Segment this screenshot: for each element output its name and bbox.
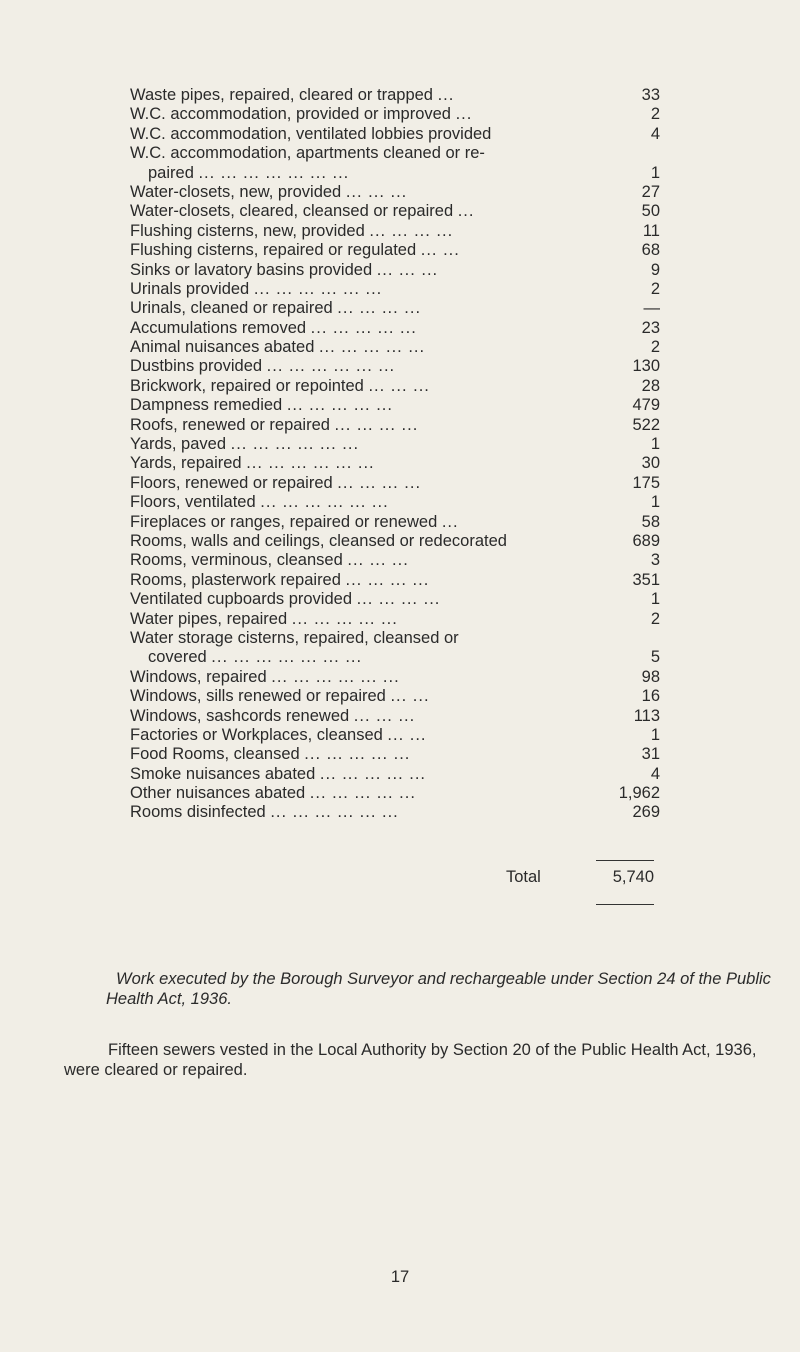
total-rule-bottom: [596, 904, 654, 905]
row-label-text: Water pipes, repaired: [130, 609, 288, 628]
row-label: [130, 687, 430, 706]
leader-dots: ... ... ... ... ...: [310, 318, 417, 337]
row-label-text: W.C. accommodation, ventilated lobbies provided: [130, 124, 492, 143]
leader-dots: ... ... ... ...: [369, 221, 454, 240]
row-label: [130, 105, 472, 124]
row-label-continuation-text: covered: [148, 648, 207, 667]
row-label-text: Yards, repaired: [130, 454, 242, 473]
row-label: [130, 416, 418, 435]
leader-dots: ...: [457, 202, 475, 221]
row-label-text: Rooms, verminous, cleansed: [130, 551, 343, 570]
row-value: 1: [650, 590, 660, 609]
row-label-text: Fireplaces or ranges, repaired or renewed: [130, 512, 438, 531]
row-label-text: Water-closets, new, provided: [130, 182, 342, 201]
row-label: [130, 396, 393, 415]
row-label: [130, 435, 359, 454]
leader-dots: ... ... ...: [368, 376, 430, 395]
row-label: [130, 590, 440, 609]
row-label-text: Animal nuisances abated: [130, 338, 315, 357]
row-value: 31: [641, 745, 660, 764]
row-label: [130, 726, 427, 745]
row-label-text: Windows, sills renewed or repaired: [130, 687, 386, 706]
leader-dots: ... ... ... ... ... ... ...: [198, 163, 350, 182]
row-value: 2: [650, 279, 660, 298]
row-value: 68: [641, 241, 660, 260]
leader-dots: ... ...: [390, 687, 430, 706]
row-label: [130, 319, 417, 338]
row-label: [130, 493, 389, 512]
row-value: 175: [632, 473, 660, 492]
leader-dots: ...: [441, 512, 459, 531]
row-label: [130, 532, 507, 551]
leader-dots: ... ... ... ... ... ...: [230, 435, 360, 454]
row-label-text: Windows, sashcords renewed: [130, 706, 350, 725]
table-row: [130, 726, 660, 745]
leader-dots: ... ... ... ...: [337, 299, 422, 318]
row-label-text: Accumulations removed: [130, 318, 307, 337]
leader-dots: ... ... ... ... ...: [286, 396, 393, 415]
table-row: [130, 183, 660, 202]
table-row: [130, 144, 660, 183]
row-label: [130, 629, 590, 668]
table-row: [130, 105, 660, 124]
row-label-text: Brickwork, repaired or repointed: [130, 376, 364, 395]
table-row: [130, 280, 660, 299]
leader-dots: ... ... ... ... ... ...: [271, 667, 400, 686]
table-row: [130, 610, 660, 629]
leader-dots: ... ... ... ... ... ...: [270, 803, 399, 822]
table-row: [130, 202, 660, 221]
row-label-text: W.C. accommodation, provided or improved: [130, 105, 451, 124]
leader-dots: ... ... ... ...: [345, 570, 430, 589]
row-label: [130, 183, 407, 202]
row-label: [130, 551, 409, 570]
row-label-text: W.C. accommodation, apartments cleaned or re-: [130, 144, 485, 163]
row-label-text: Floors, renewed or repaired: [130, 473, 333, 492]
row-label: [130, 707, 415, 726]
row-label: [130, 280, 382, 299]
leader-dots: ... ... ... ... ...: [291, 609, 398, 628]
row-label: [130, 144, 590, 183]
table-row: [130, 86, 660, 105]
row-label-text: Yards, paved: [130, 435, 227, 454]
row-label-text: Windows, repaired: [130, 667, 267, 686]
row-value: 50: [641, 202, 660, 221]
row-value: 1: [650, 493, 660, 512]
row-value: 9: [650, 260, 660, 279]
leader-dots: ... ... ... ...: [337, 473, 422, 492]
row-label-text: Dustbins provided: [130, 357, 263, 376]
row-label: [130, 571, 429, 590]
table-row: [130, 396, 660, 415]
row-value: 28: [641, 376, 660, 395]
table-row: [130, 668, 660, 687]
table-row: [130, 474, 660, 493]
row-value: 11: [642, 221, 660, 240]
row-value: 58: [641, 512, 660, 531]
total-rule-top: [596, 860, 654, 861]
table-row: [130, 299, 660, 318]
row-label: [130, 474, 421, 493]
table-row: [130, 454, 660, 473]
table-row: [130, 435, 660, 454]
row-label-text: Flushing cisterns, repaired or regulated: [130, 241, 417, 260]
leader-dots: ...: [455, 105, 473, 124]
row-label: [130, 377, 430, 396]
row-label-text: Waste pipes, repaired, cleared or trapped: [130, 86, 433, 104]
leader-dots: ... ... ... ... ... ...: [253, 279, 383, 298]
row-label: [130, 86, 454, 105]
row-label-text: Factories or Workplaces, cleansed: [130, 725, 383, 744]
table-row: [130, 784, 660, 803]
row-label-text: Other nuisances abated: [130, 784, 306, 803]
total-value: 5,740: [612, 868, 654, 886]
row-label-text: Water storage cisterns, repaired, cleansed or: [130, 628, 459, 647]
row-value: 2: [650, 105, 660, 124]
row-label: [130, 668, 400, 687]
table-row: [130, 357, 660, 376]
row-value: 1: [650, 163, 660, 182]
row-label: [130, 125, 491, 144]
row-label-text: Dampness remedied: [130, 396, 283, 415]
row-value: —: [643, 299, 660, 318]
row-label-continuation-text: paired: [148, 163, 194, 182]
row-value: 1: [650, 725, 660, 744]
row-value: 2: [650, 338, 660, 357]
row-value: 5: [650, 648, 660, 667]
row-value: 689: [632, 531, 660, 550]
table-row: [130, 319, 660, 338]
row-label: [130, 222, 453, 241]
row-label: [130, 261, 438, 280]
row-label-text: Smoke nuisances abated: [130, 764, 316, 783]
row-value: 522: [632, 415, 660, 434]
row-value: 1,962: [618, 784, 660, 803]
row-label: [130, 241, 460, 260]
row-value: 30: [641, 454, 660, 473]
row-value: 3: [650, 551, 660, 570]
leader-dots: ... ...: [387, 725, 427, 744]
table-row: [130, 416, 660, 435]
table-row: [130, 222, 660, 241]
table-row: [130, 241, 660, 260]
row-label-text: Sinks or lavatory basins provided: [130, 260, 373, 279]
table-row: [130, 532, 660, 551]
leader-dots: ... ... ...: [353, 706, 416, 725]
row-value: 98: [641, 667, 660, 686]
row-label: [130, 357, 395, 376]
row-value: 479: [632, 396, 660, 415]
row-value: 33: [641, 85, 660, 104]
row-label: [130, 513, 459, 532]
table-row: [130, 803, 660, 822]
row-label-text: Rooms, plasterwork repaired: [130, 570, 341, 589]
row-label: [130, 610, 398, 629]
table-row: [130, 590, 660, 609]
leader-dots: ... ... ... ... ... ...: [260, 493, 389, 512]
leader-dots: ...: [437, 86, 455, 104]
leader-dots: ... ... ... ... ... ... ...: [211, 648, 363, 667]
row-label-text: Food Rooms, cleansed: [130, 745, 300, 764]
table-row: [130, 377, 660, 396]
row-value: 4: [650, 764, 660, 783]
leader-dots: ... ... ... ... ...: [319, 764, 426, 783]
row-label: [130, 202, 474, 221]
row-value: 23: [641, 318, 660, 337]
note-plain: Fifteen sewers vested in the Local Authority by Section 20 of the Public Health Act, 1936, were cleared or repaired.: [64, 1041, 757, 1079]
row-label-text: Roofs, renewed or repaired: [130, 415, 330, 434]
row-value: 27: [641, 182, 660, 201]
row-label-text: Ventilated cupboards provided: [130, 590, 352, 609]
row-label: [130, 338, 425, 357]
row-label: [130, 299, 421, 318]
row-label: [130, 784, 416, 803]
table-row: [130, 629, 660, 668]
row-label: [130, 765, 426, 784]
row-label: [130, 803, 399, 822]
row-value: 113: [633, 706, 660, 725]
row-label-text: Rooms, walls and ceilings, cleansed or redecorated: [130, 532, 507, 550]
row-value: 1: [650, 435, 660, 454]
leader-dots: ... ... ... ... ...: [318, 338, 426, 357]
table-row: [130, 707, 660, 726]
row-label-continuation: [130, 648, 590, 667]
page-number: 17: [390, 1268, 410, 1286]
table-row: [130, 261, 660, 280]
table-row: [130, 513, 660, 532]
works-table: [130, 86, 660, 823]
row-value: 16: [641, 687, 660, 706]
row-label: [130, 454, 375, 473]
leader-dots: ... ... ... ...: [334, 415, 419, 434]
leader-dots: ... ... ... ... ...: [304, 745, 411, 764]
leader-dots: ... ... ... ... ... ...: [266, 357, 396, 376]
total-label: Total: [506, 868, 541, 886]
row-label-text: Urinals, cleaned or repaired: [130, 299, 333, 318]
row-label-text: Floors, ventilated: [130, 493, 256, 512]
table-row: [130, 745, 660, 764]
leader-dots: ... ...: [420, 241, 460, 260]
row-value: 2: [650, 609, 660, 628]
row-label-text: Water-closets, cleared, cleansed or repaired: [130, 202, 454, 221]
leader-dots: ... ... ... ...: [356, 590, 441, 609]
table-row: [130, 687, 660, 706]
row-label-text: Urinals provided: [130, 279, 250, 298]
leader-dots: ... ... ... ... ... ...: [246, 454, 375, 473]
table-row: [130, 493, 660, 512]
table-row: [130, 551, 660, 570]
note-italic: Work executed by the Borough Surveyor and rechargeable under Section 24 of the Public Health Act, 1936.: [106, 970, 771, 1008]
table-row: [130, 125, 660, 144]
leader-dots: ... ... ...: [347, 551, 409, 570]
leader-dots: ... ... ... ... ...: [309, 784, 416, 803]
table-row: [130, 571, 660, 590]
row-value: 269: [632, 803, 660, 822]
row-label-text: Flushing cisterns, new, provided: [130, 221, 365, 240]
table-row: [130, 765, 660, 784]
row-value: 130: [632, 357, 660, 376]
row-value: 351: [632, 570, 660, 589]
table-row: [130, 338, 660, 357]
row-label: [130, 745, 410, 764]
leader-dots: ... ... ...: [376, 260, 439, 279]
leader-dots: ... ... ...: [345, 182, 408, 201]
row-label-text: Rooms disinfected: [130, 803, 266, 822]
row-value: 4: [650, 124, 660, 143]
row-label-continuation: [130, 164, 590, 183]
